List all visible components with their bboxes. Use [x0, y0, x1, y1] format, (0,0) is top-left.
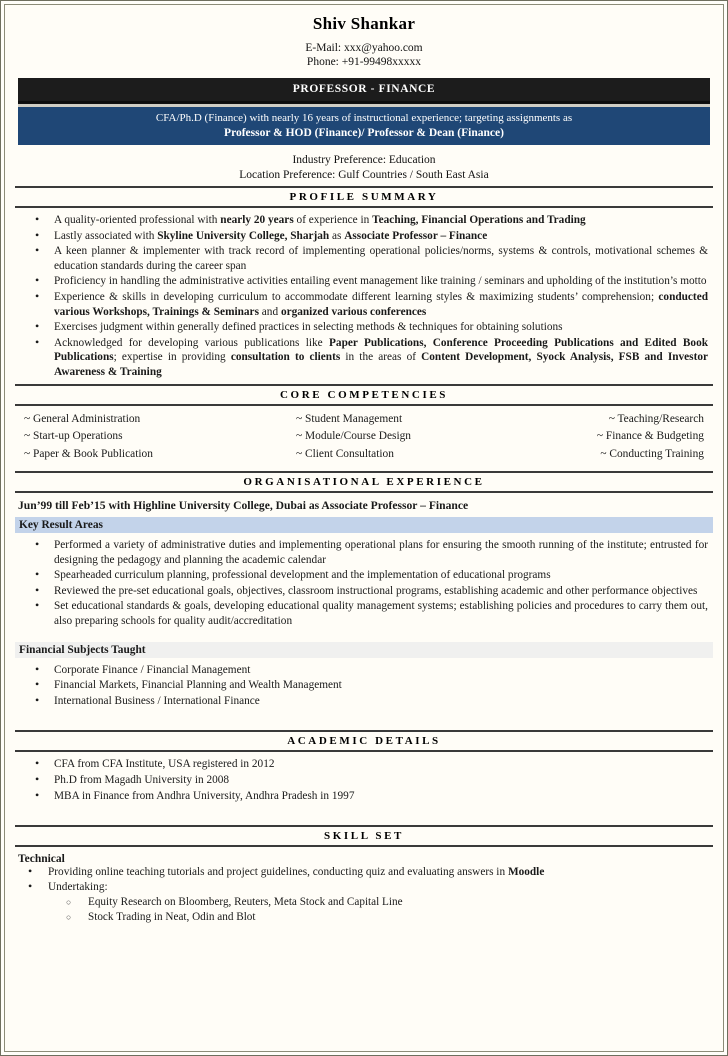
key-result-area-item: • Spearheaded curriculum planning, professional development and the implementation of educational programs: [32, 568, 708, 583]
industry-preference: Industry Preference: Education: [292, 154, 436, 166]
academic-detail-item: • CFA from CFA Institute, USA registered in 2012: [32, 757, 708, 772]
key-result-area-item: • Performed a variety of administrative duties and implementing operational plans for ensuring the smooth running of the institute; entrusted for designing the pedagogy and planning the academic calendar: [32, 538, 708, 567]
objective-line-2: Professor & HOD (Finance)/ Professor & Dean (Finance): [224, 126, 504, 139]
key-result-area-item: • Set educational standards & goals, developing educational quality management systems; establishing policies and procedures to carry them out, also preparing schools for quality audit/accreditation: [32, 599, 708, 628]
skill-item: • Providing online teaching tutorials and project guidelines, conducting quiz and evaluating answers in Moodle: [22, 865, 708, 880]
profile-summary-item: • A keen planner & implementer with track record of implementing operational policies/norms, systems & controls, motivational schemes & education standards during the career span: [32, 244, 708, 273]
phone-line: Phone: +91-99498xxxxx: [306, 56, 422, 68]
key-result-areas-heading: Key Result Areas: [15, 517, 713, 533]
candidate-name: Shiv Shankar: [312, 14, 416, 33]
profile-summary-item: • Experience & skills in developing curriculum to accommodate different learning styles & maximizing students’ comprehension; conducted various Workshops, Trainings & Seminars and organized various conferences: [32, 290, 708, 319]
section-heading-profile-summary: PROFILE SUMMARY: [15, 186, 713, 208]
objective-line-1: CFA/Ph.D (Finance) with nearly 16 years of instructional experience; targeting assignments as: [155, 112, 573, 124]
section-heading-core-competencies: CORE COMPETENCIES: [15, 384, 713, 406]
skill-set-list: [14, 865, 714, 895]
financial-subject-item: • Financial Markets, Financial Planning and Wealth Management: [32, 678, 708, 693]
financial-subject-item: • International Business / International Finance: [32, 694, 708, 709]
section-heading-academic-details: ACADEMIC DETAILS: [15, 730, 713, 752]
profile-summary-item: • A quality-oriented professional with nearly 20 years of experience in Teaching, Financial Operations and Trading: [32, 213, 708, 228]
academic-details-list: [14, 757, 714, 803]
competency-item: ~ Client Consultation: [296, 447, 394, 460]
competency-column-2: [296, 411, 527, 464]
profile-summary-item: • Lastly associated with Skyline University College, Sharjah as Associate Professor – Finance: [32, 229, 708, 244]
technical-subheading: Technical: [18, 853, 65, 866]
spacer: [14, 712, 714, 726]
financial-subjects-heading: Financial Subjects Taught: [15, 642, 713, 658]
competency-item: ~ Paper & Book Publication: [24, 447, 153, 460]
profile-summary-item: • Acknowledged for developing various publications like Paper Publications, Conference Proceeding Publications and Edited Book Publications; expertise in providing consultation to clients in the areas of Content Development, Syock Analysis, FSB and Investor Awareness & Training: [32, 336, 708, 380]
profile-summary-list: [14, 213, 714, 380]
skill-set-sub-list: [14, 895, 714, 925]
resume-page-inner: [4, 4, 724, 1052]
section-heading-organisational-experience: ORGANISATIONAL EXPERIENCE: [15, 471, 713, 493]
contact-block: [14, 41, 714, 69]
objective-bar: [18, 107, 710, 145]
core-competencies-grid: [14, 406, 714, 468]
skill-sub-item: ○ Equity Research on Bloomberg, Reuters, Meta Stock and Capital Line: [66, 895, 714, 910]
spacer: [14, 807, 714, 821]
competency-item: ~ Teaching/Research: [608, 412, 704, 425]
competency-item: ~ Module/Course Design: [296, 430, 411, 443]
competency-item: ~ Finance & Budgeting: [596, 430, 704, 443]
key-result-areas-list: [14, 538, 714, 629]
job-title-bar: PROFESSOR - FINANCE: [18, 78, 710, 103]
competency-item: ~ Conducting Training: [600, 447, 704, 460]
skill-item: • Undertaking:: [22, 880, 708, 895]
location-preference: Location Preference: Gulf Countries / South East Asia: [239, 168, 489, 181]
email-line: E-Mail: xxx@yahoo.com: [305, 42, 423, 54]
experience-role-line: Jun’99 till Feb’15 with Highline University College, Dubai as Associate Professor – Finance: [18, 499, 469, 513]
financial-subject-item: • Corporate Finance / Financial Management: [32, 663, 708, 678]
skill-sub-item: ○ Stock Trading in Neat, Odin and Blot: [66, 910, 714, 925]
profile-summary-item: • Exercises judgment within generally defined practices in selecting methods & techniques for obtaining solutions: [32, 320, 708, 335]
academic-detail-item: • MBA in Finance from Andhra University, Andhra Pradesh in 1997: [32, 789, 708, 804]
competency-item: ~ Start-up Operations: [24, 430, 123, 443]
key-result-area-item: • Reviewed the pre-set educational goals, objectives, classroom instructional programs, establishing academic and other performance objectives: [32, 584, 708, 599]
profile-summary-item: • Proficiency in handling the administrative activities entailing event management like training / seminars and upholding of the institution’s motto: [32, 274, 708, 289]
competency-item: ~ General Administration: [24, 412, 141, 425]
section-heading-skill-set: SKILL SET: [15, 825, 713, 847]
competency-item: ~ Student Management: [296, 412, 403, 425]
competency-column-1: [24, 411, 296, 464]
spacer: [14, 633, 714, 642]
preferences-block: [14, 153, 714, 182]
academic-detail-item: • Ph.D from Magadh University in 2008: [32, 773, 708, 788]
financial-subjects-list: [14, 663, 714, 709]
competency-column-3: [527, 411, 708, 464]
